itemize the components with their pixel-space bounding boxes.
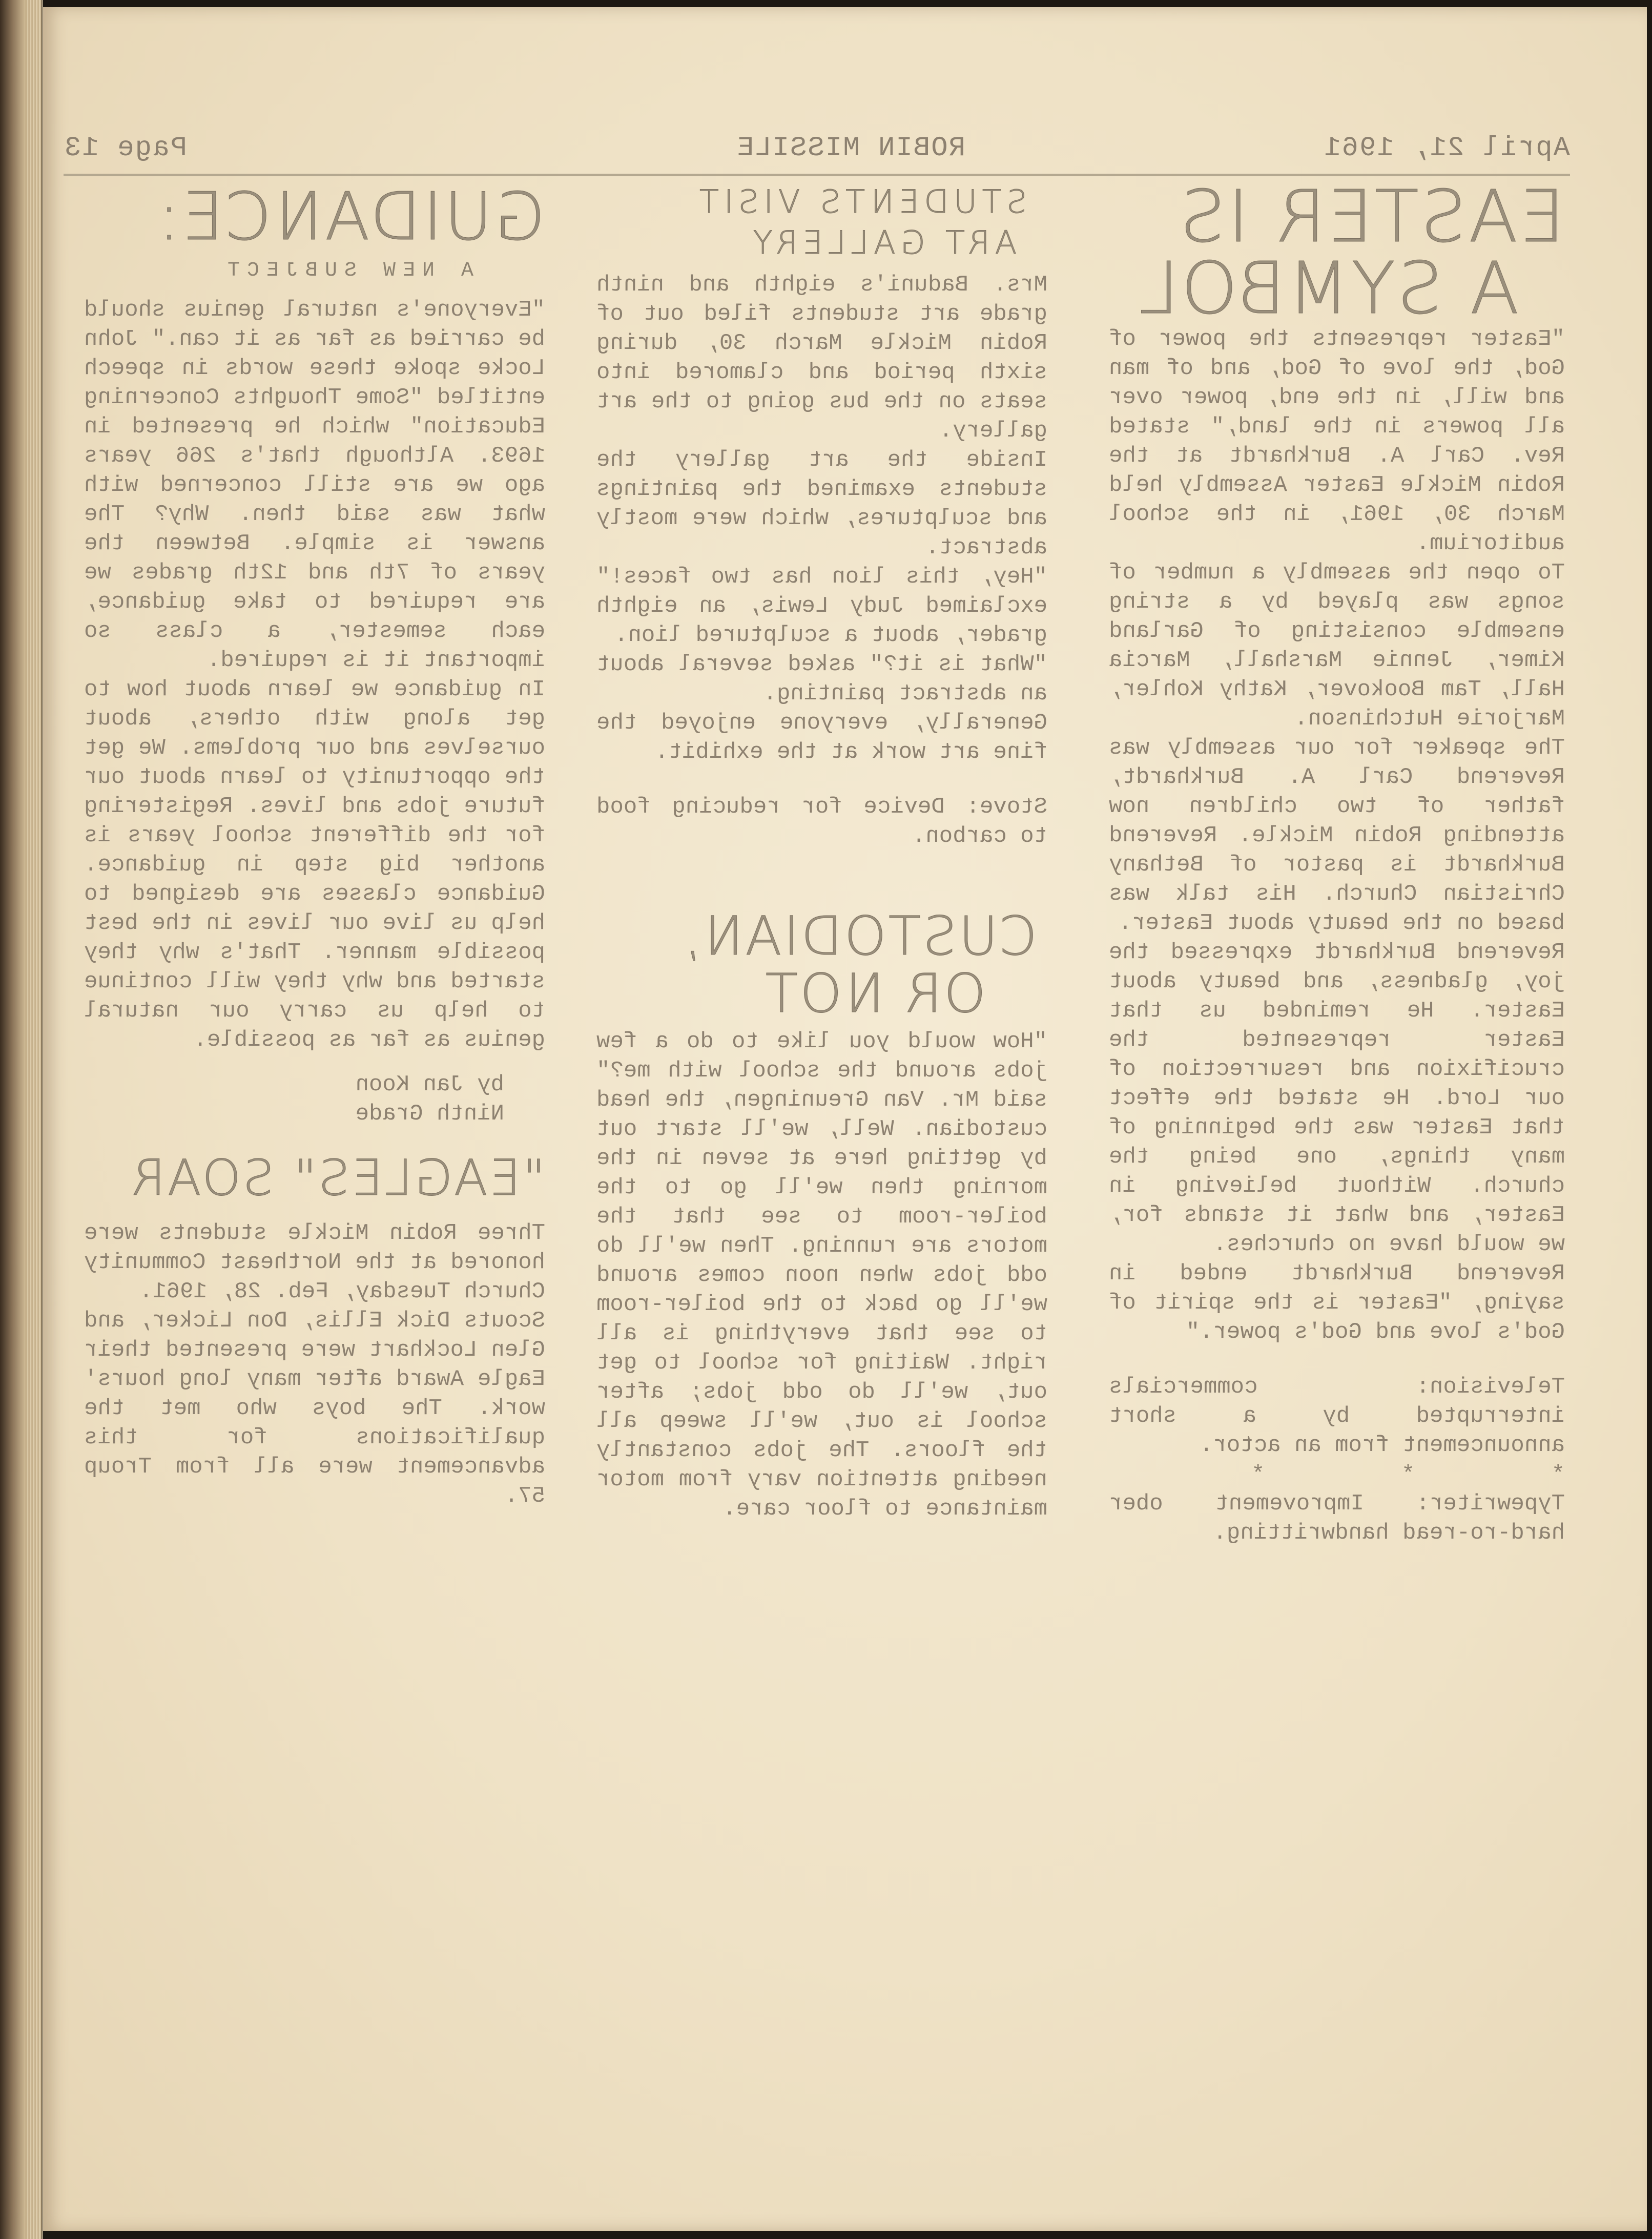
- easter-headline-2: A SYMBOL: [1137, 247, 1519, 330]
- mirrored-page: [43, 7, 1647, 2231]
- eagles-story: [84, 1219, 545, 1511]
- paragraph: "Everyone's natural genius should be carried as far as it can." John Locke spoke these words in speech entitled "Some Thoughts Concerning Education" which he presented in 1693. Although that's 266 years ago we are still concerned with what was said then. Why? The answer is simple. Between the years of 7th and 12th grades we are required to take guidance, each semester, a class so important it is required.: [84, 297, 545, 673]
- easter-story: [1109, 325, 1565, 1347]
- art-headline-2: ART GALLERY: [748, 224, 1017, 261]
- guidance-headline: GUIDANCE:: [156, 179, 545, 255]
- custodian-headline-2: OR NOT: [763, 962, 986, 1025]
- column-guidance-eagles: [84, 181, 545, 1511]
- header-date: April 21, 1961: [1323, 133, 1570, 164]
- byline-grade: Ninth Grade: [355, 1101, 504, 1127]
- paragraph: "How would you like to do a few jobs around the school with me?" said Mr. Van Greuningen, the head custodian. Well, we'll start out by getting here at seven in the morning then we'll go to the boiler-room to see that the motors are running. Then we'll do odd jobs when noon comes around we'll go back to the boiler-room to see that everything is all right. Waiting for school to get out, we'll do odd jobs; after school is out, we'll sweep all the floors. The jobs constantly needing attention vary from motor maintance to floor care.: [596, 1029, 1047, 1522]
- paragraph: Inside the art gallery the students examined the paintings and sculptures, which were mostly abstract.: [596, 447, 1047, 561]
- art-story: [596, 271, 1047, 767]
- byline: [84, 1070, 504, 1129]
- spacer: [1109, 1347, 1565, 1373]
- paragraph: Three Robin Mickle students were honored at the Northeast Community Church Tuesday, Feb. 28, 1961.: [84, 1220, 545, 1304]
- paragraph: The speaker for our assembly was Reverend Carl A. Burkhardt, father of two children now attending Robin Mickle. Reverend Burkhardt is pastor of Bethany Christian Church. His talk was based on the beauty about Easter.: [1109, 735, 1565, 936]
- paragraph: Typewriter: Improvement ober hard-ro-read handwritting.: [1109, 1491, 1565, 1546]
- page-edges: [25, 0, 43, 2239]
- guidance-story: [84, 296, 545, 1055]
- page-header: [64, 133, 1570, 176]
- paragraph: Reverend Burkhardt ended in saying, "Easter is the spirit of God's love and God's power.": [1109, 1261, 1565, 1345]
- paragraph: "Hey, this lion has two faces!" exclaimed Judy Lewis, an eighth grader, about a sculptured lion.: [596, 564, 1047, 648]
- filler-television: [1109, 1373, 1565, 1548]
- header-title: ROBIN MISSILE: [736, 133, 965, 164]
- custodian-story: [596, 1027, 1047, 1524]
- paragraph: In guidance we learn about how to get along with others, about ourselves and our problems. We get the opportunity to learn about our future jobs and lives. Registering for the different school years is another big step in guidance. Guidance classes are designed to help us live our lives in the best possible manner. That's why they started and why they will continue to help us carry our natural genius as far as possible.: [84, 677, 545, 1053]
- paragraph: "Easter represents the power of God, the love of God, and of man and will, in the end, power over all powers in the land," stated Rev. Carl A. Burkhardt at the Robin Mickle Easter Assembly held March 30, 1961, in the school auditorium.: [1109, 326, 1565, 556]
- easter-headline-1: EASTER IS: [1178, 175, 1565, 259]
- paragraph: Television: commercials interrupted by a short announcement from an actor.: [1109, 1374, 1565, 1458]
- paragraph: Stove: Device for reducing food to carbon.: [596, 794, 1047, 849]
- column-easter: [1109, 175, 1565, 1548]
- art-headline-1: STUDENTS VISIT: [694, 183, 1027, 220]
- paragraph: To open the assembly a number of songs was played by a string ensemble consisting of Garland Kimer, Jennie Marshall, Marcia Hall, Tam Bookover, Kathy Kohler, Marjorie Hutchinson.: [1109, 560, 1565, 732]
- spacer: [84, 1129, 545, 1149]
- spacer: [596, 767, 1047, 793]
- header-page-number: Page 13: [64, 133, 187, 164]
- filler-stove: [596, 793, 1047, 851]
- eagles-headline: "EAGLES" SOAR: [129, 1149, 545, 1207]
- star-divider: * * *: [1189, 1462, 1565, 1487]
- paragraph: Generally, everyone enjoyed the fine art work at the exhibit.: [596, 710, 1047, 765]
- byline-name: by Jan Koon: [355, 1072, 504, 1097]
- paragraph: Reverend Burkhardt expressed the joy, gladness, and beauty about Easter. He reminded us that Easter represented the crucifixion and resurrection of our Lord. He stated the effect that Easter was the beginning of many things, one being the church. Without believing in Easter, and what it stands for, we would have no churches.: [1109, 940, 1565, 1257]
- custodian-headline-1: CUSTODIAN,: [682, 905, 1037, 967]
- paragraph: Mrs. Baduni's eighth and ninth grade art students filed out of Robin Mickle March 30, during sixth period and clamored into seats on the bus going to the art gallery.: [596, 272, 1047, 444]
- spacer: [596, 851, 1047, 907]
- paragraph: "What is it?" asked several about an abstract painting.: [596, 652, 1047, 707]
- column-art-custodian: [596, 181, 1047, 1524]
- guidance-subhead: A NEW SUBJECT: [220, 259, 473, 282]
- paragraph: Scouts Dick Ellis, Don Licker, and Glen Lockhart were presented their Eagle Award after many long hours' work. The boys who met the qualifications for this advancement were all from Troup 57.: [84, 1308, 545, 1509]
